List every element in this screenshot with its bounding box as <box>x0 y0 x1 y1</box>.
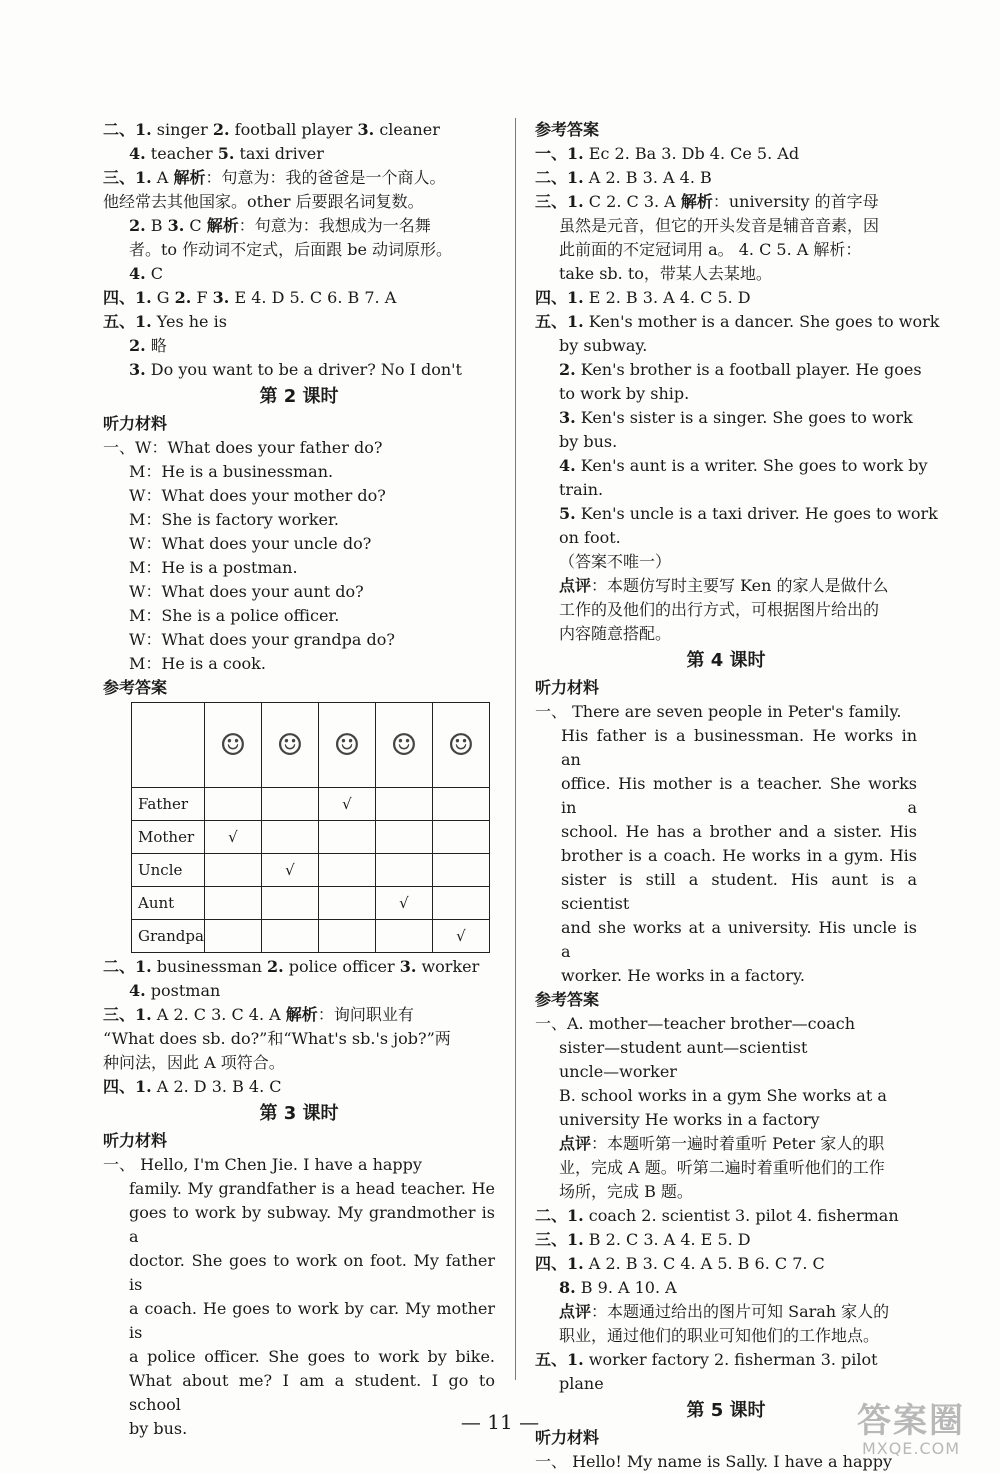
answer-number: 二、1. <box>103 957 152 976</box>
table-cell <box>261 887 318 920</box>
section-title: 第 3 课时 <box>259 1103 339 1124</box>
fig-1-person-icon: ☺ <box>219 727 247 763</box>
watermark-url: MXQE.COM <box>861 1439 961 1458</box>
line-text: E 2. B 3. A 4. C 5. D <box>583 288 751 307</box>
text-line <box>535 238 917 262</box>
line-text: 略 <box>145 336 167 355</box>
text-line <box>535 502 938 526</box>
watermark-text: 答案圈 <box>857 1401 965 1441</box>
answer-number: 2. <box>129 216 146 235</box>
text-line <box>535 406 917 430</box>
line-text: a coach. He goes to work by car. My mother is <box>129 1299 495 1342</box>
line-text: C 2. C 3. A <box>583 192 681 211</box>
text-line <box>535 214 917 238</box>
text-line <box>103 1027 495 1051</box>
line-text: sister—student aunt—scientist <box>559 1038 808 1057</box>
fig-2-person-icon: ☺ <box>276 727 304 763</box>
line-text: a police officer. She goes to work by bike. <box>129 1347 495 1366</box>
section-heading: 听力材料 <box>535 1428 600 1447</box>
text-line <box>535 262 917 286</box>
section-title: 第 5 课时 <box>686 1400 766 1421</box>
line-text: 种问法，因此 A 项符合。 <box>103 1053 285 1072</box>
answer-number: 三、1. <box>103 1005 152 1024</box>
figure-cell <box>432 703 489 788</box>
text-line <box>535 1228 917 1252</box>
text-line <box>535 358 922 382</box>
answer-number: 五、1. <box>535 312 584 331</box>
line-text: M：She is a police officer. <box>129 606 340 625</box>
text-line <box>103 436 495 460</box>
line-text: ：university 的首字母 <box>712 192 879 211</box>
text-line <box>103 955 495 979</box>
figure-cell <box>204 703 261 788</box>
line-text: by bus. <box>559 432 618 451</box>
text-line <box>103 190 495 214</box>
fig-5-person-icon: ☺ <box>447 727 475 763</box>
text-line <box>535 820 917 844</box>
line-text: W：What does your grandpa do? <box>129 630 395 649</box>
line-text: police officer <box>283 957 400 976</box>
figure-cell <box>375 703 432 788</box>
table-row <box>132 854 490 887</box>
line-text: Ken's sister is a singer. She goes to work <box>575 408 913 427</box>
row-label: Mother <box>132 821 205 854</box>
table-cell: √ <box>261 854 318 887</box>
answer-number: 2. <box>559 360 576 379</box>
line-text: What about me? I am a student. I go to school <box>129 1371 495 1414</box>
text-line <box>535 1036 917 1060</box>
answer-number: 4. <box>129 981 146 1000</box>
line-text: W：What does your aunt do? <box>129 582 364 601</box>
column-divider <box>515 118 516 1380</box>
answer-number: 二、1. <box>103 120 152 139</box>
text-line <box>103 460 495 484</box>
answer-number: 5. <box>217 144 235 163</box>
text-line <box>535 622 917 646</box>
table-cell <box>432 821 489 854</box>
text-line <box>535 526 917 550</box>
answer-number: 五、1. <box>535 1350 584 1369</box>
text-line <box>103 556 495 580</box>
text-line <box>535 844 917 868</box>
line-text: by bus. <box>129 1419 188 1438</box>
table-cell <box>432 887 489 920</box>
table-cell <box>204 920 261 953</box>
answer-number: 8. <box>559 1278 576 1297</box>
text-line <box>535 1300 917 1324</box>
line-text: M：He is a businessman. <box>129 462 334 481</box>
section-title: 第 2 课时 <box>259 386 339 407</box>
watermark-logo <box>836 1402 986 1462</box>
answer-number: 4. <box>129 264 146 283</box>
line-text: Do you want to be a driver? No I don't <box>145 360 462 379</box>
text-line <box>103 1003 495 1027</box>
line-text: B. school works in a gym She works at a <box>559 1086 887 1105</box>
section-heading: 听力材料 <box>535 678 600 697</box>
line-text: 他经常去其他国家。other 后要跟名词复数。 <box>103 192 424 211</box>
text-line <box>103 1177 495 1201</box>
table-cell <box>204 854 261 887</box>
line-text: B 2. C 3. A 4. E 5. D <box>583 1230 751 1249</box>
line-text: Ken's brother is a football player. He goes <box>575 360 922 379</box>
text-line <box>103 484 495 508</box>
section-heading: 参考答案 <box>535 990 600 1009</box>
answer-number: 四、1. <box>103 288 152 307</box>
table-cell <box>318 920 375 953</box>
text-line <box>103 262 495 286</box>
text-line <box>535 454 928 478</box>
line-text: businessman <box>151 957 267 976</box>
answer-number: 五、1. <box>103 312 152 331</box>
text-line <box>535 382 917 406</box>
answer-number: 四、1. <box>103 1077 152 1096</box>
line-text: 一、 Hello, I'm Chen Jie. I have a happy <box>103 1155 422 1174</box>
line-text: coach 2. scientist 3. pilot 4. fisherman <box>583 1206 899 1225</box>
answer-number: 三、1. <box>103 168 152 187</box>
table-cell <box>261 920 318 953</box>
answer-number: 解析 <box>680 192 713 211</box>
line-text: ：句意为：我的爸爸是一个商人。 <box>205 168 446 187</box>
answer-number: 3. <box>399 957 417 976</box>
table-cell <box>432 788 489 821</box>
line-text: football player <box>229 120 358 139</box>
table-row <box>132 887 490 920</box>
text-line <box>103 1201 495 1249</box>
line-text: C <box>184 216 207 235</box>
text-line <box>535 430 917 454</box>
table-row <box>132 821 490 854</box>
line-text: postman <box>145 981 221 1000</box>
table-cell <box>318 887 375 920</box>
text-line <box>535 724 917 772</box>
line-text: 内容随意搭配。 <box>559 624 672 643</box>
section-heading: 参考答案 <box>103 678 168 697</box>
text-line <box>535 868 917 916</box>
answer-number: 2. <box>266 957 284 976</box>
line-text: teacher <box>145 144 218 163</box>
section-heading: 听力材料 <box>103 414 168 433</box>
line-text: and she works at a university. His uncle is a <box>561 918 917 961</box>
line-text: school. He has a brother and a sister. His <box>561 822 917 841</box>
text-line <box>103 118 495 142</box>
line-text: goes to work by subway. My grandmother is a <box>129 1203 495 1246</box>
text-line <box>103 1051 495 1075</box>
text-line <box>103 166 495 190</box>
line-text: plane <box>559 1374 604 1393</box>
table-row <box>132 788 490 821</box>
table-cell: √ <box>204 821 261 854</box>
text-line <box>535 1276 917 1300</box>
line-text: ：本题听第一遍时着重听 Peter 家人的职 <box>591 1134 885 1153</box>
answer-number: 解析 <box>206 216 239 235</box>
answer-number: 解析 <box>285 1005 318 1024</box>
text-line <box>103 142 495 166</box>
text-line <box>103 604 495 628</box>
text-line <box>103 508 495 532</box>
text-line <box>103 628 495 652</box>
text-line <box>535 1132 917 1156</box>
line-text: A <box>151 168 174 187</box>
line-text: 场所，完成 B 题。 <box>559 1182 693 1201</box>
line-text: on foot. <box>559 528 621 547</box>
line-text: ：询问职业有 <box>317 1005 414 1024</box>
line-text: university He works in a factory <box>559 1110 820 1129</box>
line-text: by subway. <box>559 336 648 355</box>
answer-number: 3. <box>559 408 576 427</box>
line-text: train. <box>559 480 604 499</box>
text-line <box>535 478 917 502</box>
text-line <box>535 1252 917 1276</box>
answer-number: 四、1. <box>535 288 584 307</box>
text-line <box>535 286 917 310</box>
text-line <box>535 166 917 190</box>
text-line <box>535 772 917 820</box>
text-line <box>103 310 495 334</box>
answer-number: 三、1. <box>535 192 584 211</box>
text-line <box>535 964 917 988</box>
line-text: （答案不唯一） <box>559 552 672 571</box>
line-text: Ken's aunt is a writer. She goes to work by <box>575 456 928 475</box>
line-text: Ec 2. Ba 3. Db 4. Ce 5. Ad <box>583 144 800 163</box>
line-text: Yes he is <box>151 312 227 331</box>
text-line <box>535 1372 917 1396</box>
table-cell <box>261 788 318 821</box>
text-line <box>103 238 495 262</box>
answer-number: 5. <box>559 504 576 523</box>
answer-number: 3. <box>357 120 375 139</box>
line-text: M：She is factory worker. <box>129 510 339 529</box>
answer-table <box>131 702 490 953</box>
table-cell <box>318 854 375 887</box>
line-text: W：What does your uncle do? <box>129 534 372 553</box>
line-text: 一、W：What does your father do? <box>103 438 383 457</box>
answer-number: 4. <box>129 144 146 163</box>
answer-number: 点评 <box>559 576 592 595</box>
left-column <box>103 118 495 1441</box>
text-line <box>103 652 495 676</box>
row-label: Grandpa <box>132 920 205 953</box>
text-line <box>103 532 495 556</box>
fig-3-person-icon: ☺ <box>333 727 361 763</box>
line-text: 一、A. mother—teacher brother—coach <box>535 1014 856 1033</box>
table-cell <box>432 854 489 887</box>
table-cell: √ <box>432 920 489 953</box>
text-line <box>103 334 495 358</box>
table-cell <box>204 887 261 920</box>
line-text: W：What does your mother do? <box>129 486 386 505</box>
right-column <box>535 118 940 1474</box>
answer-number: 3. <box>212 288 230 307</box>
line-text: “What does sb. do?”和“What's sb.'s job?”两 <box>103 1029 451 1048</box>
table-cell: √ <box>375 887 432 920</box>
figure-cell <box>318 703 375 788</box>
line-text: cleaner <box>374 120 440 139</box>
line-text: 此前面的不定冠词用 a。 4. C 5. A 解析： <box>559 240 862 259</box>
line-text: 职业，通过他们的职业可知他们的工作地点。 <box>559 1326 880 1345</box>
table-cell <box>318 821 375 854</box>
answer-number: 二、1. <box>535 1206 584 1225</box>
section-heading: 参考答案 <box>535 120 600 139</box>
text-line <box>535 1012 917 1036</box>
line-text: uncle—worker <box>559 1062 677 1081</box>
line-text: worker factory 2. fisherman 3. pilot <box>583 1350 878 1369</box>
text-line <box>103 979 495 1003</box>
text-line <box>535 700 917 724</box>
table-cell: √ <box>318 788 375 821</box>
line-text: B 9. A 10. A <box>575 1278 677 1297</box>
row-label: Uncle <box>132 854 205 887</box>
text-line <box>103 358 495 382</box>
line-text: take sb. to，带某人去某地。 <box>559 264 772 283</box>
text-line <box>535 574 917 598</box>
text-line <box>535 190 917 214</box>
table-row <box>132 920 490 953</box>
answer-number: 三、1. <box>535 1230 584 1249</box>
line-text: 者。to 作动词不定式，后面跟 be 动词原形。 <box>129 240 453 259</box>
line-text: 虽然是元音，但它的开头发音是辅音音素，因 <box>559 216 880 235</box>
answer-number: 一、1. <box>535 144 584 163</box>
line-text: A 2. B 3. C 4. A 5. B 6. C 7. C <box>583 1254 825 1273</box>
line-text: brother is a coach. He works in a gym. His <box>561 846 917 865</box>
table-cell <box>375 854 432 887</box>
line-text: His father is a businessman. He works in an <box>561 726 917 769</box>
table-cell <box>261 821 318 854</box>
text-line <box>103 580 495 604</box>
line-text: A 2. C 3. C 4. A <box>151 1005 286 1024</box>
text-line <box>103 1153 495 1177</box>
answer-number: 解析 <box>173 168 206 187</box>
answer-number: 点评 <box>559 1134 592 1153</box>
line-text: Ken's mother is a dancer. She goes to work <box>583 312 940 331</box>
answer-number: 3. <box>167 216 185 235</box>
table-cell <box>204 788 261 821</box>
table-cell <box>375 920 432 953</box>
line-text: ：本题通过给出的图片可知 Sarah 家人的 <box>591 1302 890 1321</box>
text-line <box>103 286 495 310</box>
line-text: G <box>151 288 175 307</box>
line-text: E 4. D 5. C 6. B 7. A <box>229 288 397 307</box>
text-line <box>103 1249 495 1297</box>
text-line <box>103 1297 495 1345</box>
line-text: worker <box>416 957 480 976</box>
text-line <box>535 1060 917 1084</box>
line-text: to work by ship. <box>559 384 690 403</box>
text-line <box>535 1324 917 1348</box>
line-text: C <box>145 264 164 283</box>
table-cell <box>375 821 432 854</box>
line-text: office. His mother is a teacher. She works in a <box>561 774 917 817</box>
line-text: A 2. B 3. A 4. B <box>583 168 712 187</box>
line-text: F <box>191 288 213 307</box>
line-text: doctor. She goes to work on foot. My father is <box>129 1251 495 1294</box>
text-line <box>103 1345 495 1369</box>
answer-number: 2. <box>129 336 146 355</box>
text-line <box>103 214 495 238</box>
row-label: Aunt <box>132 887 205 920</box>
line-text: family. My grandfather is a head teacher. He <box>129 1179 495 1198</box>
text-line <box>535 916 917 964</box>
line-text: M：He is a cook. <box>129 654 266 673</box>
page-number: — 11 — <box>460 1410 540 1434</box>
line-text: singer <box>151 120 213 139</box>
text-line <box>535 550 917 574</box>
text-line <box>535 1156 917 1180</box>
text-line <box>103 1075 495 1099</box>
line-text: A 2. D 3. B 4. C <box>151 1077 282 1096</box>
section-title: 第 4 课时 <box>686 650 766 671</box>
answer-number: 二、1. <box>535 168 584 187</box>
answer-number: 2. <box>174 288 192 307</box>
line-text: 工作的及他们的出行方式，可根据图片给出的 <box>559 600 880 619</box>
line-text: ：句意为：我想成为一名舞 <box>238 216 431 235</box>
row-label: Father <box>132 788 205 821</box>
text-line <box>535 142 917 166</box>
line-text: 业，完成 A 题。听第二遍时着重听他们的工作 <box>559 1158 885 1177</box>
table-cell <box>375 788 432 821</box>
text-line <box>535 1108 917 1132</box>
answer-number: 3. <box>129 360 146 379</box>
text-line <box>535 1348 917 1372</box>
answer-number: 四、1. <box>535 1254 584 1273</box>
answer-number: 4. <box>559 456 576 475</box>
table-corner <box>132 703 205 788</box>
line-text: Ken's uncle is a taxi driver. He goes to work <box>575 504 938 523</box>
line-text: B <box>145 216 168 235</box>
text-line <box>535 334 917 358</box>
answer-number: 点评 <box>559 1302 592 1321</box>
text-line <box>535 1204 917 1228</box>
figure-cell <box>261 703 318 788</box>
line-text: taxi driver <box>234 144 324 163</box>
text-line <box>535 1084 917 1108</box>
line-text: 一、 Hello! My name is Sally. I have a happy <box>535 1452 893 1471</box>
text-line <box>535 310 940 334</box>
line-text: M：He is a postman. <box>129 558 298 577</box>
text-line <box>535 1180 917 1204</box>
line-text: sister is still a student. His aunt is a scientist <box>561 870 917 913</box>
line-text: 一、 There are seven people in Peter's family. <box>535 702 902 721</box>
line-text: worker. He works in a factory. <box>561 966 805 985</box>
line-text: ：本题仿写时主要写 Ken 的家人是做什么 <box>591 576 889 595</box>
text-line <box>535 598 917 622</box>
section-heading: 听力材料 <box>103 1131 168 1150</box>
fig-4-person-icon: ☺ <box>390 727 418 763</box>
answer-number: 2. <box>212 120 230 139</box>
